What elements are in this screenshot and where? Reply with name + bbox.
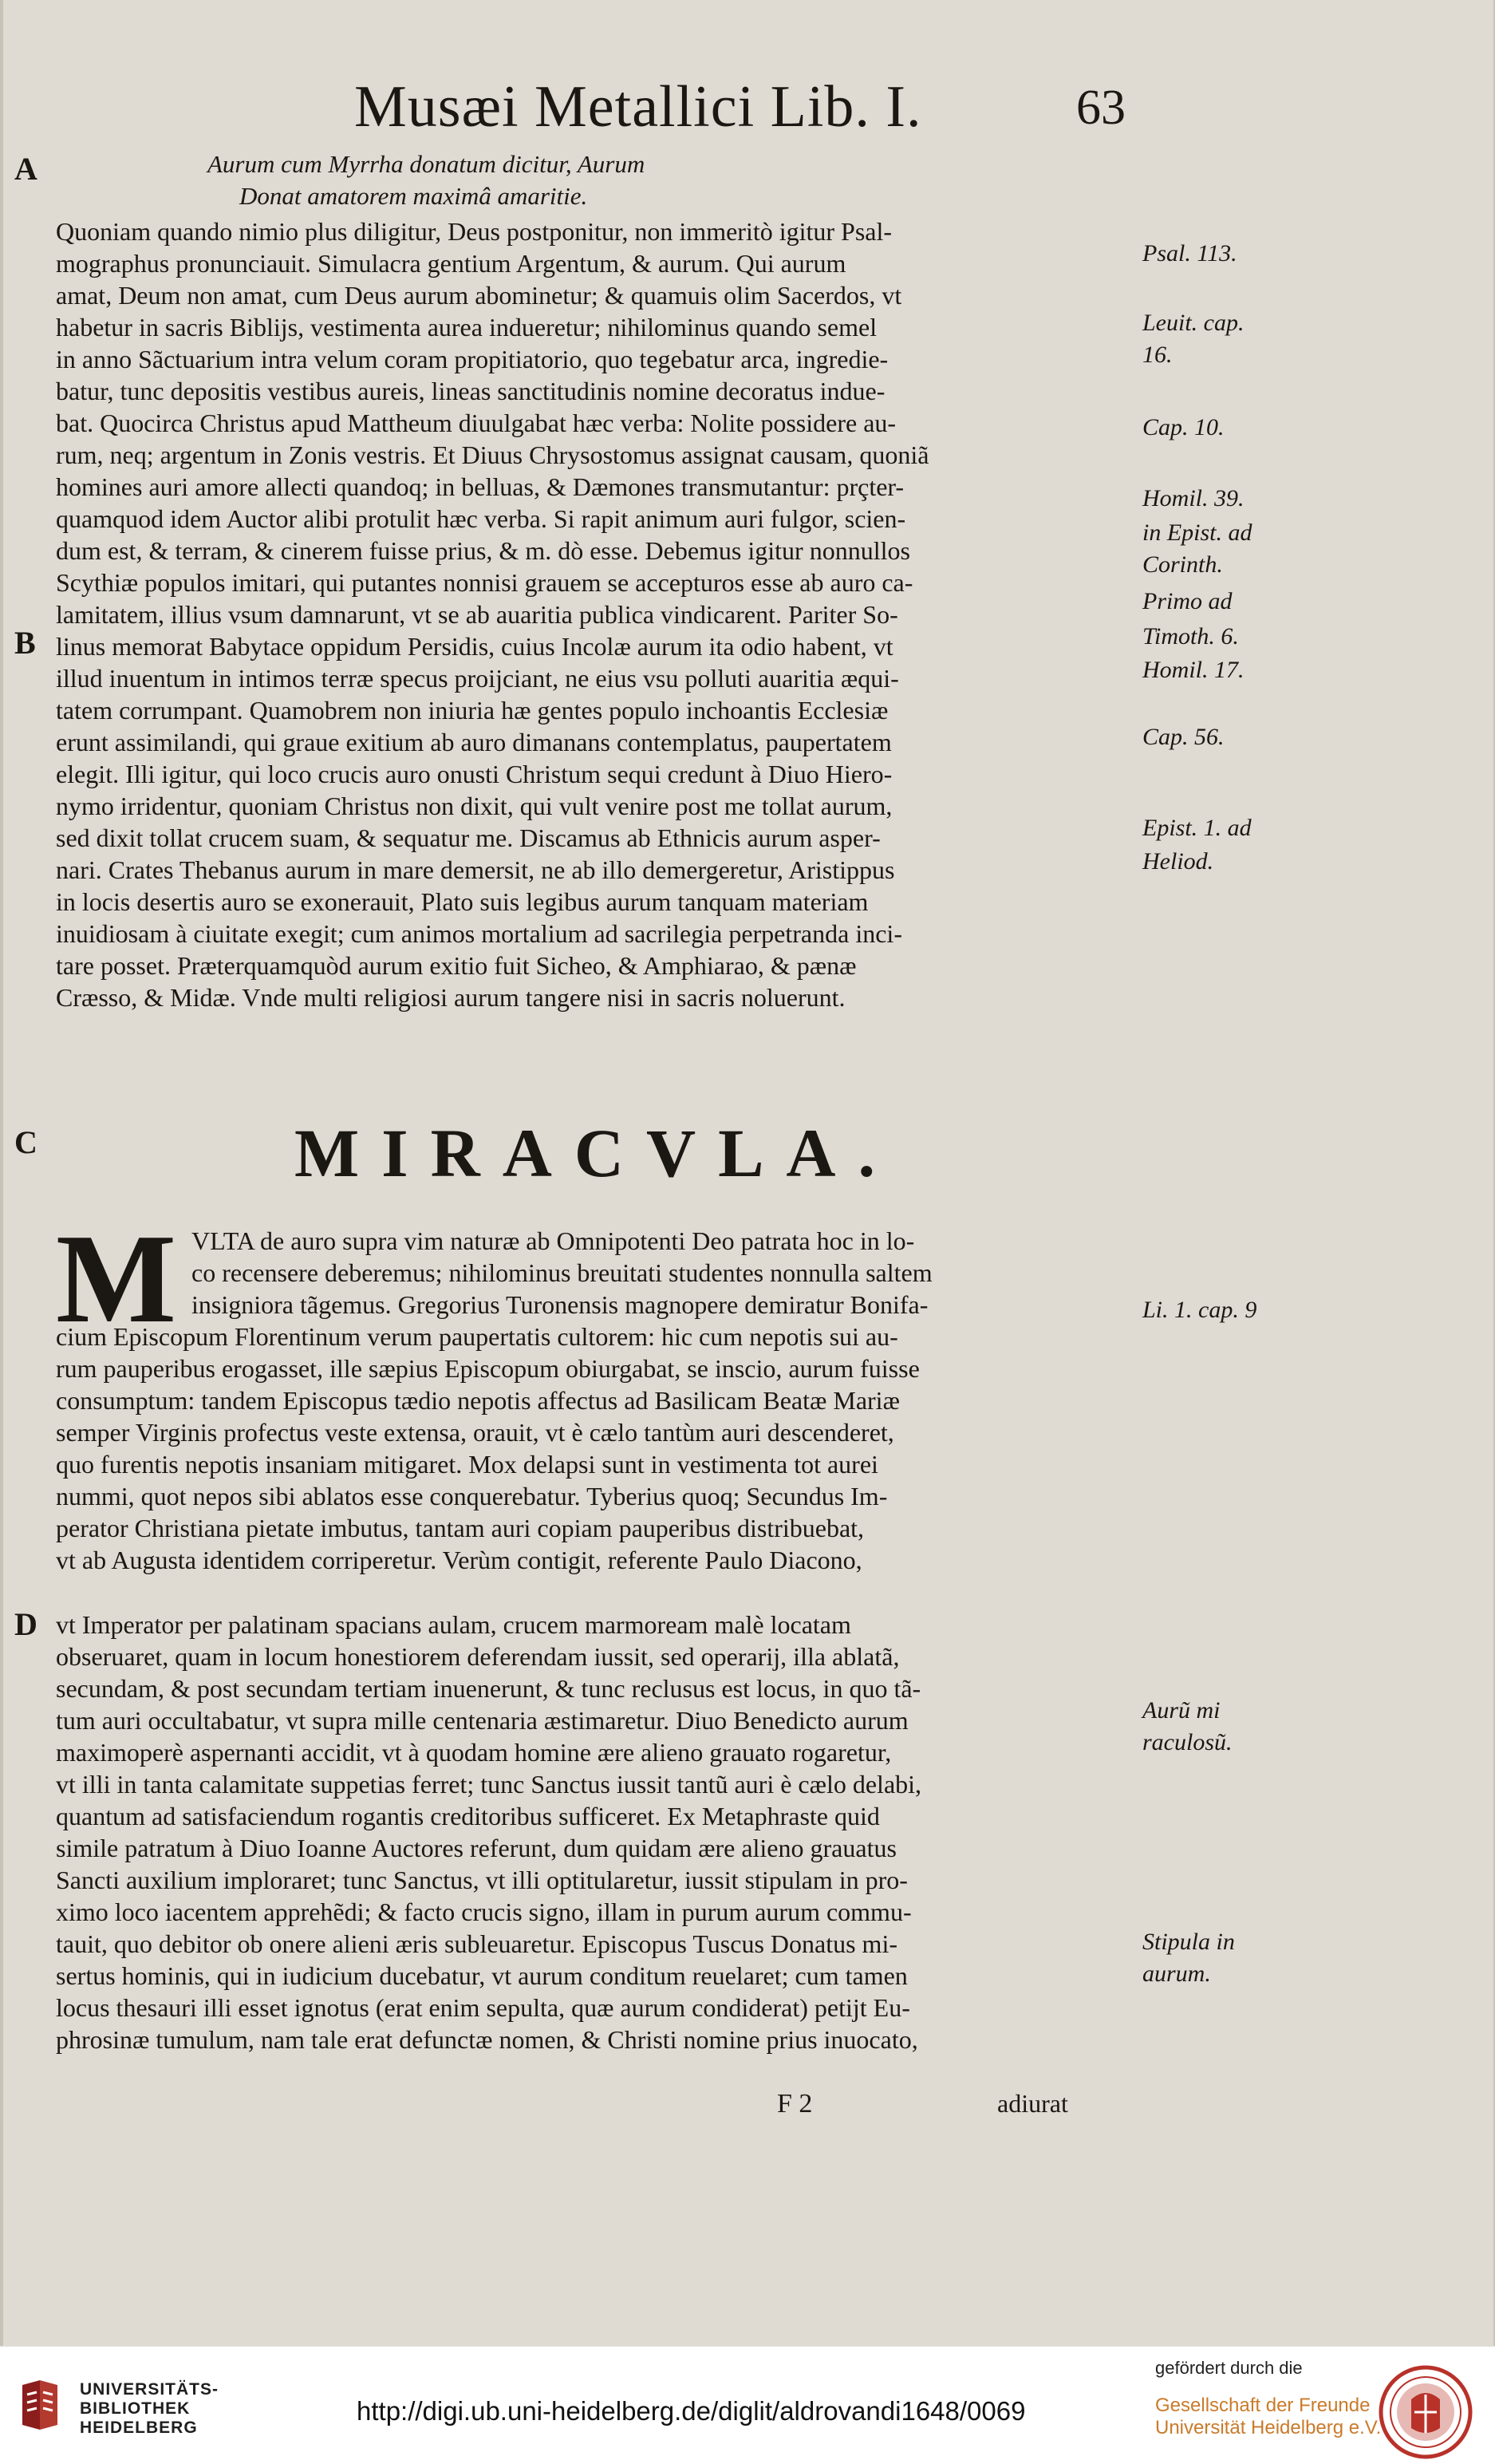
body-line: Sancti auxilium imploraret; tunc Sanctus, vt illi optitularetur, iussit stipulam in pro- — [56, 1866, 908, 1894]
margin-note: Psal. 113. — [1142, 240, 1237, 267]
body-line: maximoperè aspernanti accidit, vt à quodam homine ære alieno grauato rogaretur, — [56, 1738, 892, 1767]
body-line: phrosinæ tumulum, nam tale erat defunctæ nomen, & Christi nomine prius inuocato, — [56, 2025, 918, 2054]
body-line: tum auri occultabatur, vt supra mille centenaria æstimaretur. Diuo Benedicto aurum — [56, 1706, 909, 1735]
body-line: quamquod idem Auctor alibi protulit hæc verba. Si rapit animum auri fulgor, scien- — [56, 504, 906, 533]
body-line: ximo loco iacentem apprehẽdi; & facto crucis signo, illam in purum aurum commu- — [56, 1897, 912, 1926]
body-line: in locis desertis auro se exonerauit, Plato suis legibus aurum tanquam materiam — [56, 887, 869, 916]
footer-bar — [0, 2346, 1495, 2464]
university-seal-icon — [1378, 2364, 1473, 2460]
body-line: sed dixit tollat crucem suam, & sequatur me. Discamus ab Ethnicis aurum asper- — [56, 823, 881, 852]
margin-note: Li. 1. cap. 9 — [1142, 1297, 1257, 1323]
body-line: in anno Sãctuarium intra velum coram propitiatorio, quo tegebatur arca, ingredie- — [56, 345, 889, 373]
library-name-line: UNIVERSITÄTS- — [80, 2380, 219, 2399]
margin-note: Cap. 10. — [1142, 414, 1225, 440]
margin-note: Cap. 56. — [1142, 724, 1225, 750]
body-line: vt ab Augusta identidem corriperetur. Verùm contigit, referente Paulo Diacono, — [56, 1546, 862, 1574]
margin-note: Homil. 39. — [1142, 485, 1245, 511]
library-logo-icon — [18, 2377, 62, 2433]
body-line: batur, tunc depositis vestibus aureis, lineas sanctitudinis nomine decoratus indue- — [56, 377, 886, 405]
margin-note: Stipula in — [1142, 1929, 1235, 1955]
permalink-url[interactable]: http://digi.ub.uni-heidelberg.de/diglit/aldrovandi1648/0069 — [357, 2396, 1026, 2426]
margin-note: Timoth. 6. — [1142, 623, 1239, 650]
margin-note: 16. — [1142, 342, 1173, 368]
margin-note: Heliod. — [1142, 848, 1214, 875]
body-line: erunt assimilandi, qui graue exitium ab auro dimanans contemplatus, paupertatem — [56, 728, 892, 756]
body-line: rum, neq; argentum in Zonis vestris. Et Diuus Chrysostomus assignat causam, quoniã — [56, 440, 929, 469]
body-line: inuidiosam à ciuitate exegit; cum animos mortalium ad sacrilegia perpetranda inci- — [56, 919, 902, 948]
body-line: homines auri amore allecti quandoq; in belluas, & Dæmones transmutantur: prçter- — [56, 472, 905, 501]
verse-line: Aurum cum Myrrha donatum dicitur, Aurum — [207, 150, 645, 178]
library-name — [80, 2380, 219, 2438]
section-letter-c: C — [14, 1124, 37, 1160]
body-line: Scythiæ populos imitari, qui putantes nonnisi grauem se accepturos esse ab auro ca- — [56, 568, 913, 597]
body-line: tatem corrumpant. Quamobrem non iniuria hæ gentes populo inchoantis Ecclesiæ — [56, 696, 889, 725]
running-head — [3, 73, 1495, 140]
funder-name[interactable] — [1155, 2395, 1381, 2439]
page-number: 63 — [1076, 81, 1126, 135]
body-line: habetur in sacris Biblijs, vestimenta aurea indueretur; nihilominus quando semel — [56, 313, 878, 342]
margin-note: in Epist. ad — [1142, 519, 1252, 546]
section-heading — [3, 1113, 1495, 1191]
body-line: bat. Quocirca Christus apud Mattheum diuulgabat hæc verba: Nolite possidere au- — [56, 409, 897, 437]
margin-note: Corinth. — [1142, 551, 1223, 578]
body-line: illud inuentum in intimos terræ specus proijciant, ne eius vsu polluti auaritia æqui- — [56, 664, 899, 693]
body-line: Cræsso, & Midæ. Vnde multi religiosi aurum tangere nisi in sacris noluerunt. — [56, 983, 846, 1012]
body-line: insigniora tãgemus. Gregorius Turonensis magnopere demiratur Bonifa- — [191, 1290, 929, 1319]
body-line: lamitatem, illius vsum damnarunt, vt se ab auaritia publica vindicarent. Pariter So- — [56, 600, 898, 629]
body-line: quantum ad satisfaciendum rogantis creditoribus sufficeret. Ex Metaphraste quid — [56, 1802, 880, 1830]
body-line: VLTA de auro supra vim naturæ ab Omnipotenti Deo patrata hoc in lo- — [191, 1226, 915, 1255]
library-name-line: HEIDELBERG — [80, 2419, 198, 2437]
section-letter-b: B — [14, 625, 36, 661]
body-line: secundam, & post secundam tertiam inuenerunt, & tunc reclusus est locus, in quo tã- — [56, 1674, 921, 1703]
body-line: mographus pronunciauit. Simulacra gentium Argentum, & aurum. Qui aurum — [56, 249, 846, 278]
paper-sheet — [3, 0, 1493, 2346]
margin-note: Primo ad — [1142, 588, 1233, 614]
signature-mark: F 2 — [777, 2089, 813, 2118]
margin-note: Leuit. cap. — [1142, 310, 1245, 336]
margin-note: Homil. 17. — [1142, 657, 1245, 683]
body-line: vt Imperator per palatinam spacians aulam, crucem marmoream malè locatam — [56, 1610, 851, 1639]
body-line: perator Christiana pietate imbutus, tantam auri copiam pauperibus distribuebat, — [56, 1514, 865, 1542]
funder-name-line: Gesellschaft der Freunde — [1155, 2395, 1371, 2416]
margin-note: Epist. 1. ad — [1142, 815, 1252, 841]
body-line: cium Episcopum Florentinum verum paupertatis cultorem: hic cum nepotis sui au- — [56, 1322, 898, 1351]
body-line: tare posset. Præterquamquòd aurum exitio fuit Sicheo, & Amphiarao, & pænæ — [56, 951, 857, 980]
drop-cap: M — [56, 1207, 177, 1349]
body-line: obseruaret, quam in locum honestiorem deferendam iussit, sed operarij, illa ablatã, — [56, 1642, 900, 1671]
body-line: semper Virginis profectus veste extensa, orauit, vt è cælo tantùm auri descenderet, — [56, 1418, 894, 1447]
body-line: nari. Crates Thebanus aurum in mare demersit, ne ab illo demergeretur, Aristippus — [56, 855, 895, 884]
body-line: consumptum: tandem Episcopus tædio nepotis affectus ad Basilicam Beatæ Mariæ — [56, 1386, 900, 1415]
body-line: nymo irridentur, quoniam Christus non dixit, qui vult venire post me tollat aurum, — [56, 792, 893, 820]
body-line: nummi, quot nepos sibi ablatos esse conquerebatur. Tyberius quoq; Secundus Im- — [56, 1482, 888, 1510]
section-letter-a: A — [14, 151, 37, 187]
section-heading-text: MIRACVLA. — [294, 1115, 898, 1191]
body-line: simile patratum à Diuo Ioanne Auctores referunt, dum quidam ære alieno grauatus — [56, 1834, 897, 1862]
body-line: dum est, & terram, & cinerem fuisse prius, & m. dò esse. Debemus igitur nonnullos — [56, 536, 910, 565]
body-line: linus memorat Babytace oppidum Persidis, cuius Incolæ aurum ita odio habent, vt — [56, 632, 893, 661]
section-letter-d: D — [14, 1606, 37, 1642]
library-name-line: BIBLIOTHEK — [80, 2399, 191, 2418]
body-line: amat, Deum non amat, cum Deus aurum abominetur; & quamuis olim Sacerdos, vt — [56, 281, 902, 310]
body-line: vt illi in tanta calamitate suppetias ferret; tunc Sanctus iussit tantũ auri è cælo delabi, — [56, 1770, 922, 1799]
body-line: tauit, quo debitor ob onere alieni æris subleuaretur. Episcopus Tuscus Donatus mi- — [56, 1929, 897, 1958]
catchword: adiurat — [997, 2089, 1068, 2118]
funder-label: gefördert durch die — [1155, 2358, 1303, 2378]
body-line: rum pauperibus erogasset, ille sæpius Episcopum obiurgabat, se inscio, aurum fuisse — [56, 1354, 920, 1383]
body-line: Quoniam quando nimio plus diligitur, Deus postponitur, non immeritò igitur Psal- — [56, 217, 893, 246]
body-line: locus thesauri illi esset ignotus (erat enim sepulta, quæ aurum condiderat) petijt Eu- — [56, 1993, 910, 2022]
funder-name-line: Universität Heidelberg e.V. — [1155, 2417, 1382, 2438]
running-head-title: Musæi Metallici Lib. I. — [354, 74, 922, 140]
margin-note: aurum. — [1142, 1961, 1211, 1987]
body-line: elegit. Illi igitur, qui loco crucis auro onusti Christum sequi credunt à Diuo Hiero- — [56, 760, 893, 788]
body-line: sertus hominis, qui in iudicium ducebatur, vt aurum conditum reuelaret; cum tamen — [56, 1961, 908, 1990]
margin-note: Aurũ mi — [1142, 1697, 1221, 1724]
verse-line: Donat amatorem maximâ amaritie. — [239, 182, 588, 210]
margin-note: raculosũ. — [1142, 1729, 1233, 1755]
body-line: co recensere deberemus; nihilominus breuitati studentes nonnulla saltem — [191, 1258, 933, 1287]
body-line: quo furentis nepotis insaniam mitigaret. Mox delapsi sunt in vestimenta tot aurei — [56, 1450, 878, 1479]
